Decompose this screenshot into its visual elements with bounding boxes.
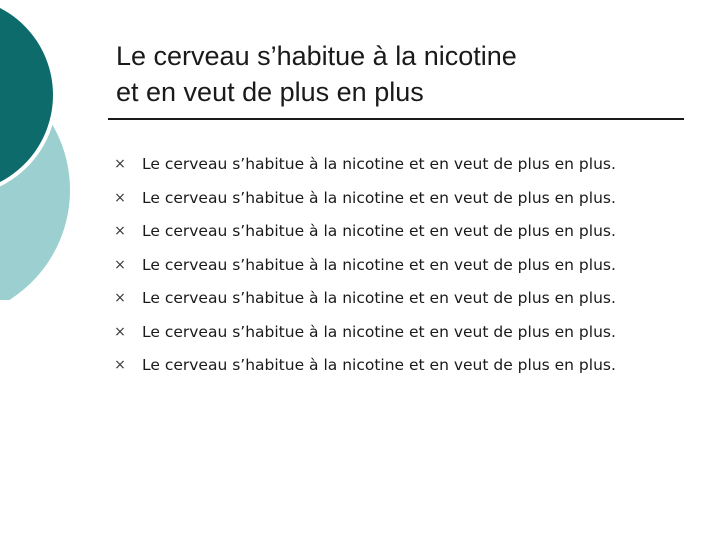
bullet-item — [112, 349, 616, 383]
bullet-list — [112, 148, 616, 383]
x-mark-icon: × — [114, 290, 126, 306]
bullet-item — [112, 148, 616, 182]
title-line-1: Le cerveau s’habitue à la nicotine — [116, 41, 517, 71]
title-line-2: et en veut de plus en plus — [116, 77, 424, 107]
bullet-text: Le cerveau s’habitue à la nicotine et en veut de plus en plus. — [142, 255, 616, 274]
x-mark-icon: × — [114, 156, 126, 172]
x-mark-icon: × — [114, 323, 126, 340]
x-mark-icon: × — [114, 357, 126, 373]
bullet-text: Le cerveau s’habitue à la nicotine et en veut de plus en plus. — [142, 188, 616, 207]
bullet-text: Le cerveau s’habitue à la nicotine et en veut de plus en plus. — [142, 155, 616, 173]
x-mark-icon: × — [114, 189, 126, 206]
slide-title — [116, 38, 517, 110]
x-mark-icon: × — [114, 223, 126, 239]
bullet-text: Le cerveau s’habitue à la nicotine et en veut de plus en plus. — [142, 356, 616, 374]
title-divider — [108, 118, 684, 120]
bullet-text: Le cerveau s’habitue à la nicotine et en veut de plus en plus. — [142, 289, 616, 307]
bullet-item — [112, 316, 616, 350]
bullet-text: Le cerveau s’habitue à la nicotine et en veut de plus en plus. — [142, 222, 616, 240]
bullet-item — [112, 249, 616, 283]
bullet-item — [112, 215, 616, 249]
bullet-item — [112, 282, 616, 316]
x-mark-icon: × — [114, 256, 126, 273]
bullet-item — [112, 182, 616, 216]
bullet-text: Le cerveau s’habitue à la nicotine et en veut de plus en plus. — [142, 322, 616, 341]
decorative-circles — [0, 0, 120, 300]
